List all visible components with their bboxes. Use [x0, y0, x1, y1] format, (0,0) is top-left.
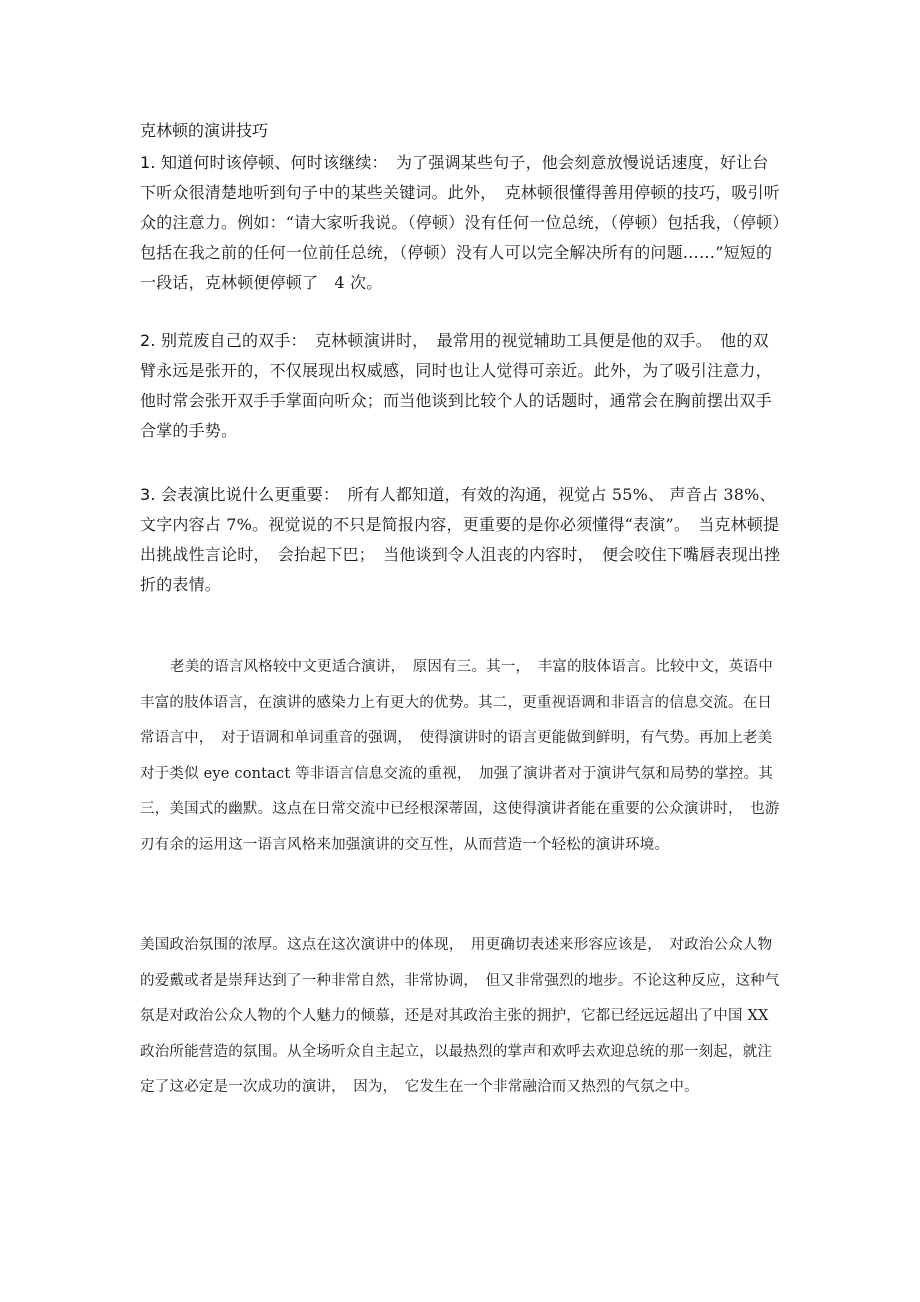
- tip-section-hands: [140, 326, 782, 446]
- tip-section-pause: [140, 148, 782, 298]
- tip-body: 所有人都知道，有效的沟通，视觉占 55%、 声音占 38%、文字内容占 7%。视觉说的不只是简报内容，更重要的是你必须懂得“表演”。 当克林顿提出挑战性言论时， 会抬起下巴； 当他谈到令人沮丧的内容时， 便会咬住下嘴唇表现出挫折的表情。: [140, 485, 781, 594]
- tip-section-performance: [140, 480, 782, 600]
- tip-heading: 1. 知道何时该停顿、何时该继续：: [140, 153, 380, 172]
- paragraph-political-atmosphere: [140, 928, 782, 1106]
- tip-body: 克林顿演讲时， 最常用的视觉辅助工具便是他的双手。 他的双臂永远是张开的，不仅展现出权威感，同时也让人觉得可亲近。此外，为了吸引注意力，他时常会张开双手手掌面向听众；而当他谈到比较个人的话题时，通常会在胸前摆出双手合掌的手势。: [140, 331, 772, 440]
- paragraph-language-style: [140, 650, 782, 863]
- document-title: 克林顿的演讲技巧: [140, 121, 269, 140]
- tip-body: 为了强调某些句子，他会刻意放慢说话速度，好让台下听众很清楚地听到句子中的某些关键词。此外， 克林顿很懂得善用停顿的技巧，吸引听众的注意力。例如：“请大家听我说。（停顿）没有任何一位总统，（停顿）包括我，（停顿）包括在我之前的任何一位前任总统，（停顿）没有人可以完全解决所有的问题……”短短的一段话，克林顿便停顿了 4 次。: [140, 153, 781, 292]
- tip-heading: 2. 别荒废自己的双手：: [140, 331, 299, 350]
- paragraph-text: 美国政治氛围的浓厚。这点在这次演讲中的体现， 用更确切表述来形容应该是， 对政治公众人物的爱戴或者是崇拜达到了一种非常自然，非常协调， 但又非常强烈的地步。不论这种反应，这种气氛是对政治公众人物的个人魅力的倾慕，还是对其政治主张的拥护，它都已经远远超出了中国 XX 政治所能营造的氛围。从全场听众自主起立，以最热烈的掌声和欢呼去欢迎总统的那一刻起，就注定了这必定是一次成功的演讲， 因为， 它发生在一个非常融洽而又热烈的气氛之中。: [140, 937, 780, 1095]
- paragraph-text: 老美的语言风格较中文更适合演讲， 原因有三。其一， 丰富的肢体语言。比较中文，英语中丰富的肢体语言，在演讲的感染力上有更大的优势。其二，更重视语调和非语言的信息交流。在日常语言中， 对于语调和单词重音的强调， 使得演讲时的语言更能做到鲜明，有气势。再加上老美对于类似 eye contact 等非语言信息交流的重视， 加强了演讲者对于演讲气氛和局势的掌控。其三，美国式的幽默。这点在日常交流中已经根深蒂固，这使得演讲者能在重要的公众演讲时， 也游刃有余的运用这一语言风格来加强演讲的交互性，从而营造一个轻松的演讲环境。: [140, 659, 780, 853]
- tip-heading: 3. 会表演比说什么更重要：: [140, 485, 332, 504]
